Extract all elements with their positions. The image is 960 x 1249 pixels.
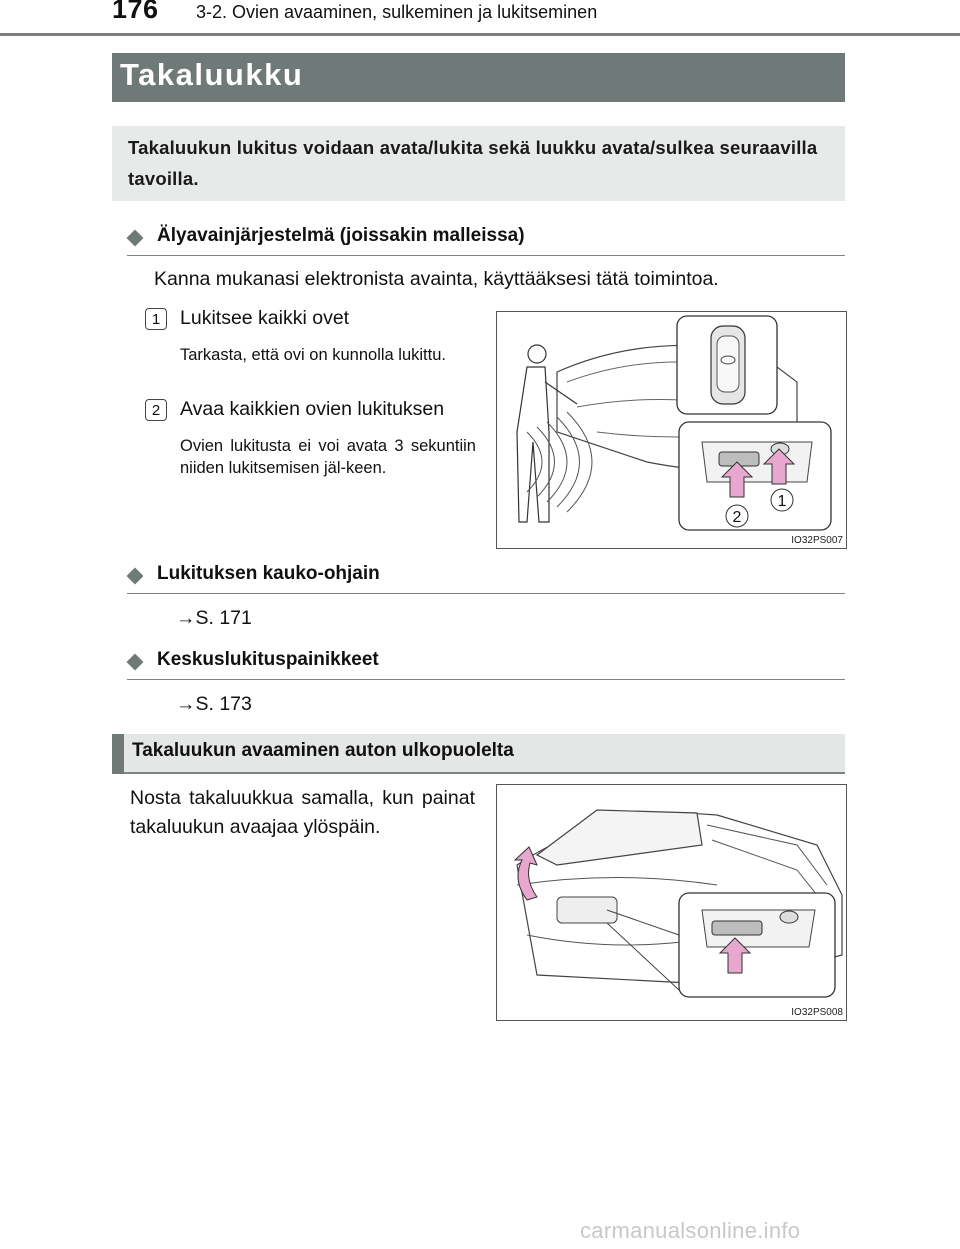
smart-key-illustration	[496, 311, 847, 549]
figure-callout-2: 2	[732, 509, 742, 526]
intro-text: Takaluukun lukitus voidaan avata/lukita sekä luukku avata/sulkea seuraavilla tavoilla.	[128, 137, 818, 189]
chapter-title: 3-2. Ovien avaaminen, sulkeminen ja lukitseminen	[196, 2, 598, 22]
step-1-title: Lukitsee kaikki ovet	[180, 307, 350, 329]
step-2-number: 2	[145, 399, 167, 421]
central-lock-heading	[127, 649, 845, 680]
smart-key-heading-label: Älyavainjärjestelmä (joissakin malleissa)	[157, 225, 525, 246]
step-1-number: 1	[145, 308, 167, 330]
figure-callout-1: 1	[777, 493, 787, 510]
remote-page-reference[interactable]: →S. 171	[176, 607, 252, 629]
smart-key-drawing	[497, 312, 846, 548]
page-number: 176	[112, 0, 159, 24]
figure-code: IO32PS008	[791, 1007, 843, 1018]
step-2-title: Avaa kaikkien ovien lukituksen	[180, 398, 445, 420]
section-title: Takaluukku	[120, 57, 304, 92]
diamond-icon	[127, 230, 144, 247]
figure-code: IO32PS007	[791, 535, 843, 546]
step-1-note: Tarkasta, että ovi on kunnolla lukittu.	[180, 346, 446, 364]
outside-open-text: Nosta takaluukkua samalla, kun painat takaluukun avaajaa ylöspäin.	[130, 787, 475, 838]
diamond-icon	[127, 654, 144, 671]
outside-open-section-header	[112, 734, 845, 774]
diamond-icon	[127, 568, 144, 585]
header-divider	[0, 33, 960, 36]
watermark: carmanualsonline.info	[580, 1218, 801, 1243]
smart-key-heading	[127, 225, 845, 256]
intro-box	[112, 126, 845, 201]
tailgate-drawing	[497, 785, 846, 1020]
central-lock-heading-label: Keskuslukituspainikkeet	[157, 649, 379, 670]
section-banner	[112, 53, 845, 102]
smart-key-description: Kanna mukanasi elektronista avainta, käyttääksesi tätä toimintoa.	[154, 268, 719, 290]
outside-open-heading: Takaluukun avaaminen auton ulkopuolelta	[132, 740, 514, 761]
remote-heading-label: Lukituksen kauko-ohjain	[157, 563, 380, 584]
step-2-note: Ovien lukitusta ei voi avata 3 sekuntiin niiden lukitsemisen jäl-keen.	[180, 437, 476, 477]
remote-heading	[127, 563, 845, 594]
tailgate-illustration	[496, 784, 847, 1021]
central-lock-page-reference[interactable]: →S. 173	[176, 693, 252, 715]
section-bar	[112, 734, 124, 774]
